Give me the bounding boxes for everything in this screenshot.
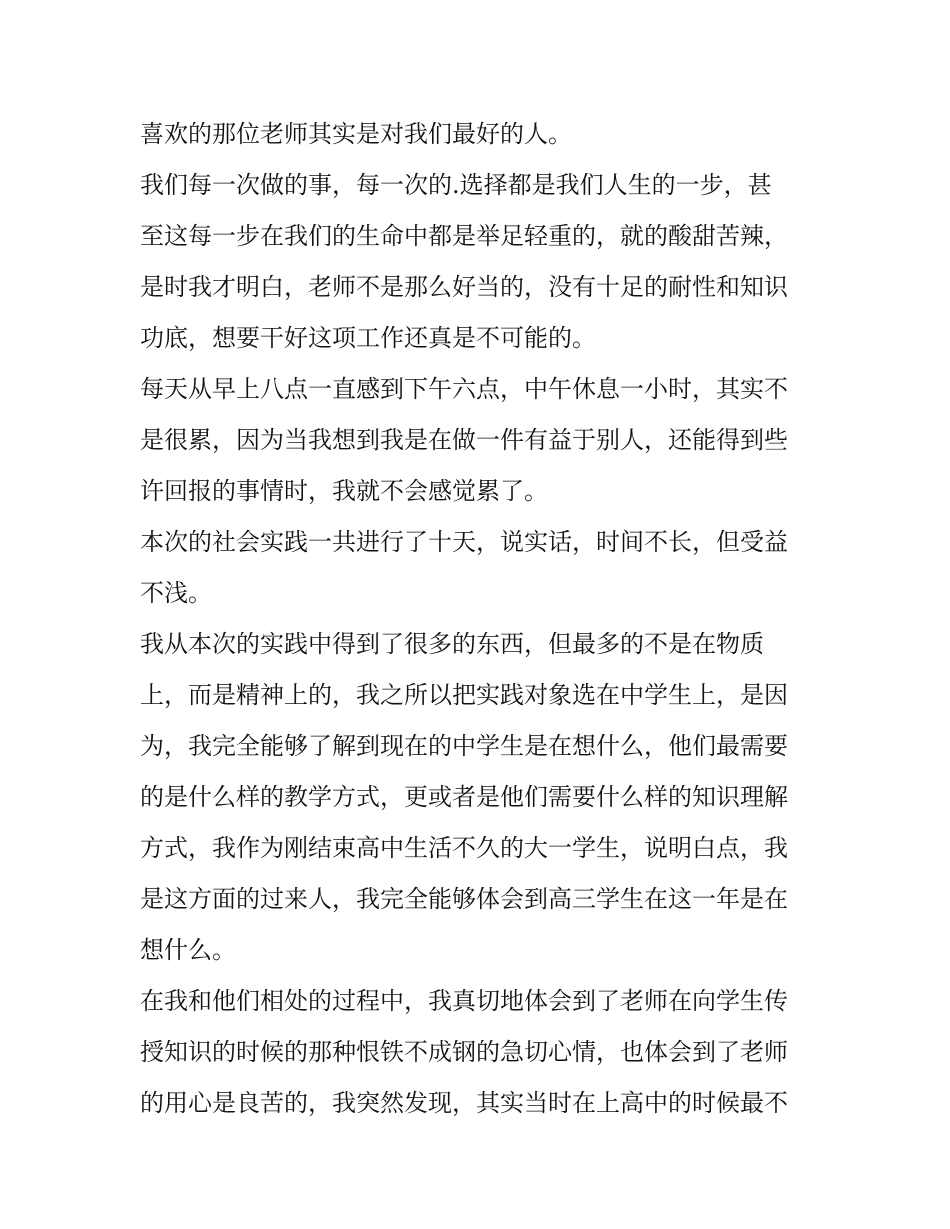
text-line: 我从本次的实践中得到了很多的东西，但最多的不是在物质 [140, 630, 764, 658]
text-line: 想什么。 [140, 936, 236, 964]
text-line: 许回报的事情时，我就不会感觉累了。 [140, 477, 548, 505]
text-line: 的用心是良苦的，我突然发现，其实当时在上高中的时候最不 [140, 1089, 788, 1117]
text-line: 功底，想要干好这项工作还真是不可能的。 [140, 324, 596, 352]
text-line: 的是什么样的教学方式，更或者是他们需要什么样的知识理解 [140, 783, 788, 811]
text-line: 喜欢的那位老师其实是对我们最好的人。 [140, 120, 572, 148]
paragraph-3 [140, 364, 812, 517]
text-line: 是很累，因为当我想到我是在做一件有益于别人，还能得到些 [140, 426, 788, 454]
text-line: 至这每一步在我们的生命中都是举足轻重的，就的酸甜苦辣， [140, 222, 788, 250]
text-line: 是时我才明白，老师不是那么好当的，没有十足的耐性和知识 [140, 273, 788, 301]
text-line: 方式，我作为刚结束高中生活不久的大一学生，说明白点，我 [140, 834, 788, 862]
paragraph-5 [140, 619, 812, 976]
text-line: 不浅。 [140, 579, 212, 607]
paragraph-6 [140, 976, 812, 1129]
text-line: 每天从早上八点一直感到下午六点，中午休息一小时，其实不 [140, 375, 788, 403]
text-line: 为，我完全能够了解到现在的中学生是在想什么，他们最需要 [140, 732, 788, 760]
document-body [140, 109, 812, 1129]
paragraph-1 [140, 109, 812, 160]
paragraph-4 [140, 517, 812, 619]
paragraph-2 [140, 160, 812, 364]
text-line: 上，而是精神上的，我之所以把实践对象选在中学生上，是因 [140, 681, 788, 709]
text-line: 授知识的时候的那种恨铁不成钢的急切心情，也体会到了老师 [140, 1038, 788, 1066]
text-line: 我们每一次做的事，每一次的.选择都是我们人生的一步，甚 [140, 171, 772, 199]
text-line: 是这方面的过来人，我完全能够体会到高三学生在这一年是在 [140, 885, 788, 913]
text-line: 在我和他们相处的过程中，我真切地体会到了老师在向学生传 [140, 987, 788, 1015]
text-line: 本次的社会实践一共进行了十天，说实话，时间不长，但受益 [140, 528, 788, 556]
